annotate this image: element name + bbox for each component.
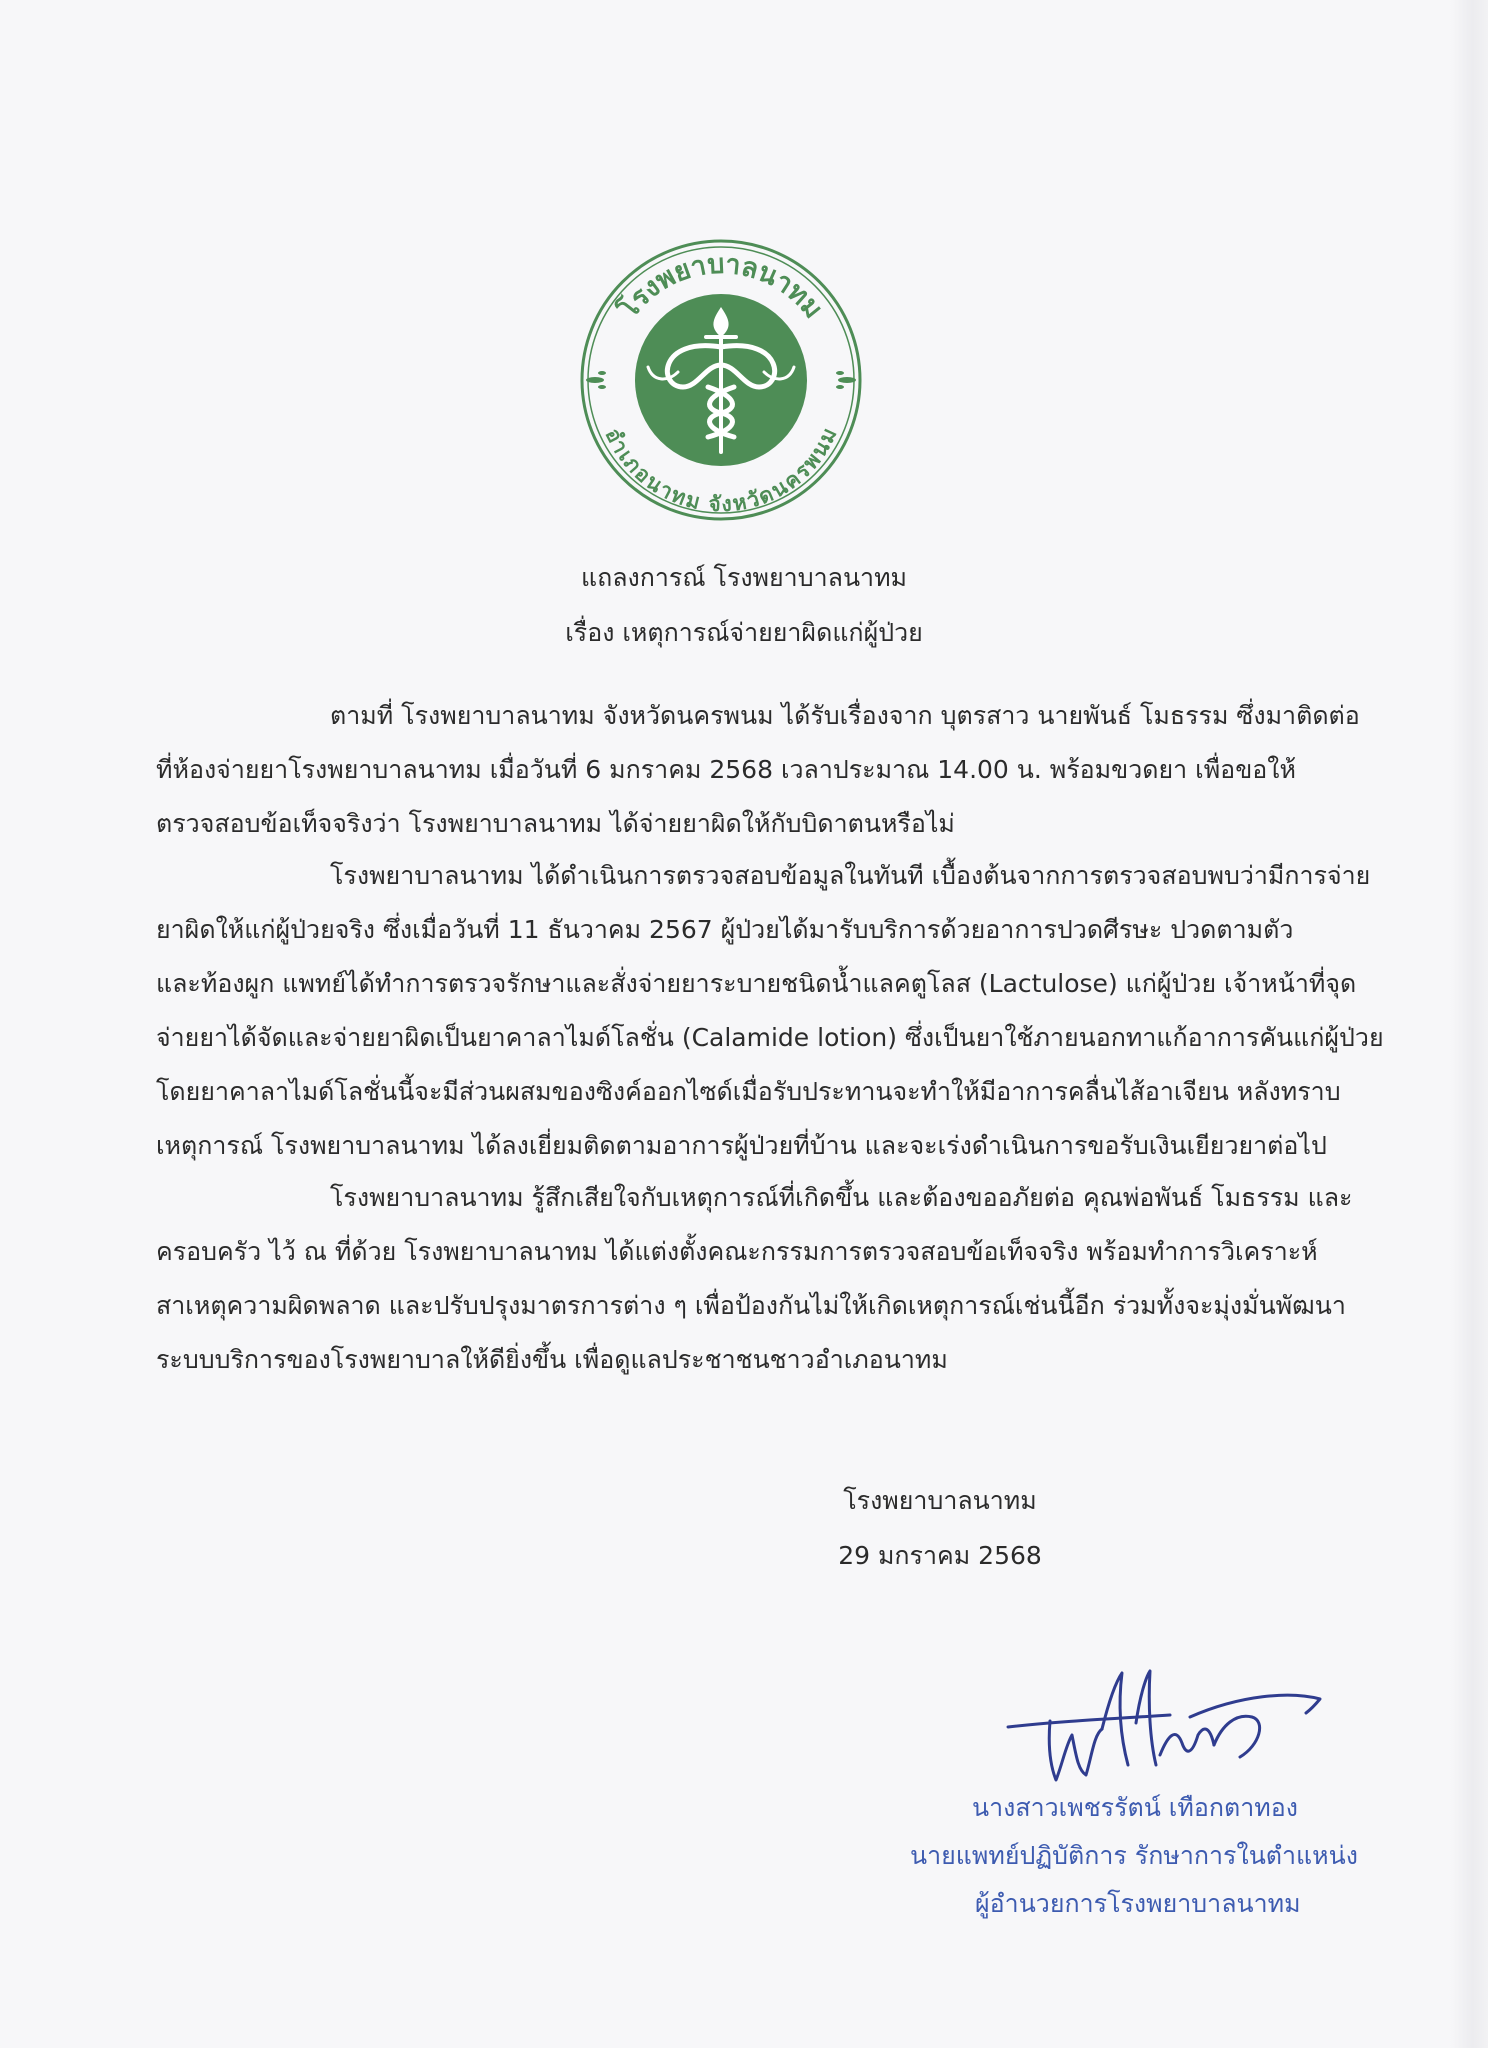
paragraph-line: ยาผิดให้แก่ผู้ป่วยจริง ซึ่งเมื่อวันที่ 11 ธันวาคม 2567 ผู้ป่วยได้มารับบริการด้วยอาการปวดศีรษะ ปวดตามตัว bbox=[156, 915, 1294, 944]
paragraph-line: เหตุการณ์ โรงพยาบาลนาทม ได้ลงเยี่ยมติดตามอาการผู้ป่วยที่บ้าน และจะเร่งดำเนินการขอรับเงินเยียวยาต่อไป bbox=[156, 1131, 1327, 1160]
paragraph-line: ระบบบริการของโรงพยาบาลให้ดียิ่งขึ้น เพื่อดูแลประชาชนชาวอำเภอนาทม bbox=[156, 1345, 948, 1374]
closing-date: 29 มกราคม 2568 bbox=[838, 1541, 1042, 1570]
paragraph-line: และท้องผูก แพทย์ได้ทำการตรวจรักษาและสั่งจ่ายยาระบายชนิดน้ำแลคตูโลส (Lactulose) แก่ผู้ป่วย เจ้าหน้าที่จุด bbox=[156, 969, 1357, 998]
scan-edge bbox=[1450, 0, 1488, 2048]
handwritten-signature bbox=[990, 1665, 1330, 1795]
signer-title: ผู้อำนวยการโรงพยาบาลนาทม bbox=[975, 1889, 1301, 1918]
paragraph-line: โดยยาคาลาไมด์โลชั่นนี้จะมีส่วนผสมของซิงค์ออกไซด์เมื่อรับประทานจะทำให้มีอาการคลื่นไส้อาเจียน หลังทราบ bbox=[156, 1077, 1341, 1106]
paragraph-line: โรงพยาบาลนาทม ได้ดำเนินการตรวจสอบข้อมูลในทันที เบื้องต้นจากการตรวจสอบพบว่ามีการจ่าย bbox=[330, 861, 1371, 890]
paragraph-line: ตามที่ โรงพยาบาลนาทม จังหวัดนครพนม ได้รับเรื่องจาก บุตรสาว นายพันธ์ โมธรรม ซึ่งมาติดต่อ bbox=[330, 701, 1360, 730]
signer-name: นางสาวเพชรรัตน์ เทือกตาทอง bbox=[972, 1793, 1298, 1822]
paragraph-line: จ่ายยาได้จัดและจ่ายยาผิดเป็นยาคาลาไมด์โลชั่น (Calamide lotion) ซึ่งเป็นยาใช้ภายนอกทาแก้อาการคันแก่ผู้ป่วย bbox=[156, 1023, 1384, 1052]
closing-org: โรงพยาบาลนาทม bbox=[843, 1486, 1037, 1515]
statement-subject: เรื่อง เหตุการณ์จ่ายยาผิดแก่ผู้ป่วย bbox=[565, 618, 923, 647]
paragraph-line: ที่ห้องจ่ายยาโรงพยาบาลนาทม เมื่อวันที่ 6 มกราคม 2568 เวลาประมาณ 14.00 น. พร้อมขวดยา เพื่อขอให้ bbox=[156, 755, 1296, 784]
paragraph-line: ตรวจสอบข้อเท็จจริงว่า โรงพยาบาลนาทม ได้จ่ายยาผิดให้กับบิดาตนหรือไม่ bbox=[156, 809, 955, 838]
seal-bottom-text: อำเภอนาทม จังหวัดนครพนม bbox=[600, 424, 842, 517]
paragraph-line: สาเหตุความผิดพลาด และปรับปรุงมาตรการต่าง ๆ เพื่อป้องกันไม่ให้เกิดเหตุการณ์เช่นนี้อีก ร่วมทั้งจะมุ่งมั่นพัฒนา bbox=[156, 1291, 1346, 1320]
hospital-seal bbox=[578, 237, 864, 523]
paragraph-line: โรงพยาบาลนาทม รู้สึกเสียใจกับเหตุการณ์ที่เกิดขึ้น และต้องขออภัยต่อ คุณพ่อพันธ์ โมธรรม และ bbox=[330, 1183, 1353, 1212]
statement-title: แถลงการณ์ โรงพยาบาลนาทม bbox=[580, 563, 908, 592]
paragraph-line: ครอบครัว ไว้ ณ ที่ด้วย โรงพยาบาลนาทม ได้แต่งตั้งคณะกรรมการตรวจสอบข้อเท็จจริง พร้อมทำการวิเคราะห์ bbox=[156, 1237, 1318, 1266]
seal-top-text: โรงพยาบาลนาทม bbox=[613, 248, 829, 325]
signer-position: นายแพทย์ปฏิบัติการ รักษาการในตำแหน่ง bbox=[910, 1841, 1358, 1870]
